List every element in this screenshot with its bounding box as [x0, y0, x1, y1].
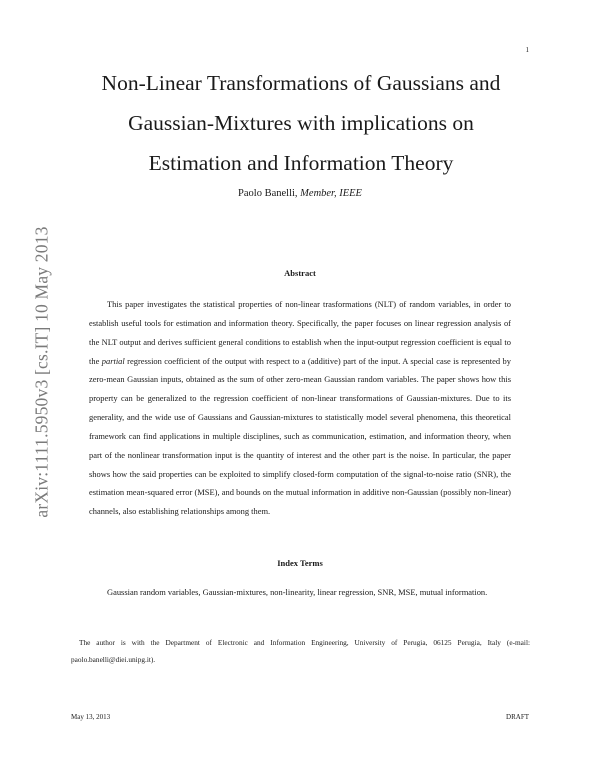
index-terms-text: Gaussian random variables, Gaussian-mixtures, non-linearity, linear regression, SNR, MSE, mutual information.: [107, 587, 488, 597]
abstract-italic-word: partial: [101, 355, 125, 366]
author-line: [0, 188, 600, 199]
title-line-2: Gaussian-Mixtures with implications on: [128, 111, 474, 135]
footer-date: May 13, 2013: [71, 713, 111, 721]
paper-title: [70, 63, 532, 183]
abstract-text: [89, 295, 511, 521]
author-membership: Member, IEEE: [300, 188, 362, 199]
abstract-text-part-1: This paper investigates the statistical properties of non-linear trasformations (NLT) of random variables, in order to establish useful tools for estimation and information theory. Specifically, the paper focuses on linear regression analysis of the NLT output and derives sufficient general conditions to establish when the input-output regression coefficient is equal to the: [89, 299, 511, 366]
index-terms-heading: Index Terms: [277, 558, 323, 568]
page-number: 1: [525, 46, 529, 54]
author-name: Paolo Banelli,: [238, 188, 301, 199]
author-affiliation-footnote: The author is with the Department of Electronic and Information Engineering, University of Perugia, 06125 Perugia, Italy (e-mail: paolo.banelli@diei.unipg.it).: [71, 638, 530, 664]
abstract-text-part-2: regression coefficient of the output with respect to a (additive) part of the input. A special case is represented by zero-mean Gaussian inputs, obtained as the sum of other zero-mean Gaussian random variables. The paper shows how this property can be generalized to the regression coefficient of non-linear transformations of Gaussian-mixtures. Due to its generality, and the wide use of Gaussians and Gaussian-mixtures to statistically model several phenomena, this theoretical framework can find applications in multiple disciplines, such as communication, estimation, and information theory, when part of the nonlinear transformation input is the quantity of interest and the other part is the noise. In particular, the paper shows how the said properties can be exploited to simplify closed-form computation of the signal-to-noise ratio (SNR), the estimation mean-squared error (MSE), and bounds on the mutual information in additive non-Gaussian (possibly non-linear) channels, also establishing relationships among them.: [89, 355, 511, 517]
title-line-1: Non-Linear Transformations of Gaussians and: [101, 71, 501, 95]
footer-draft-label: DRAFT: [506, 713, 529, 721]
abstract-heading: Abstract: [284, 268, 316, 278]
title-line-3: Estimation and Information Theory: [148, 151, 454, 175]
arxiv-identifier-watermark: arXiv:1111.5950v3 [cs.IT] 10 May 2013: [31, 226, 52, 518]
